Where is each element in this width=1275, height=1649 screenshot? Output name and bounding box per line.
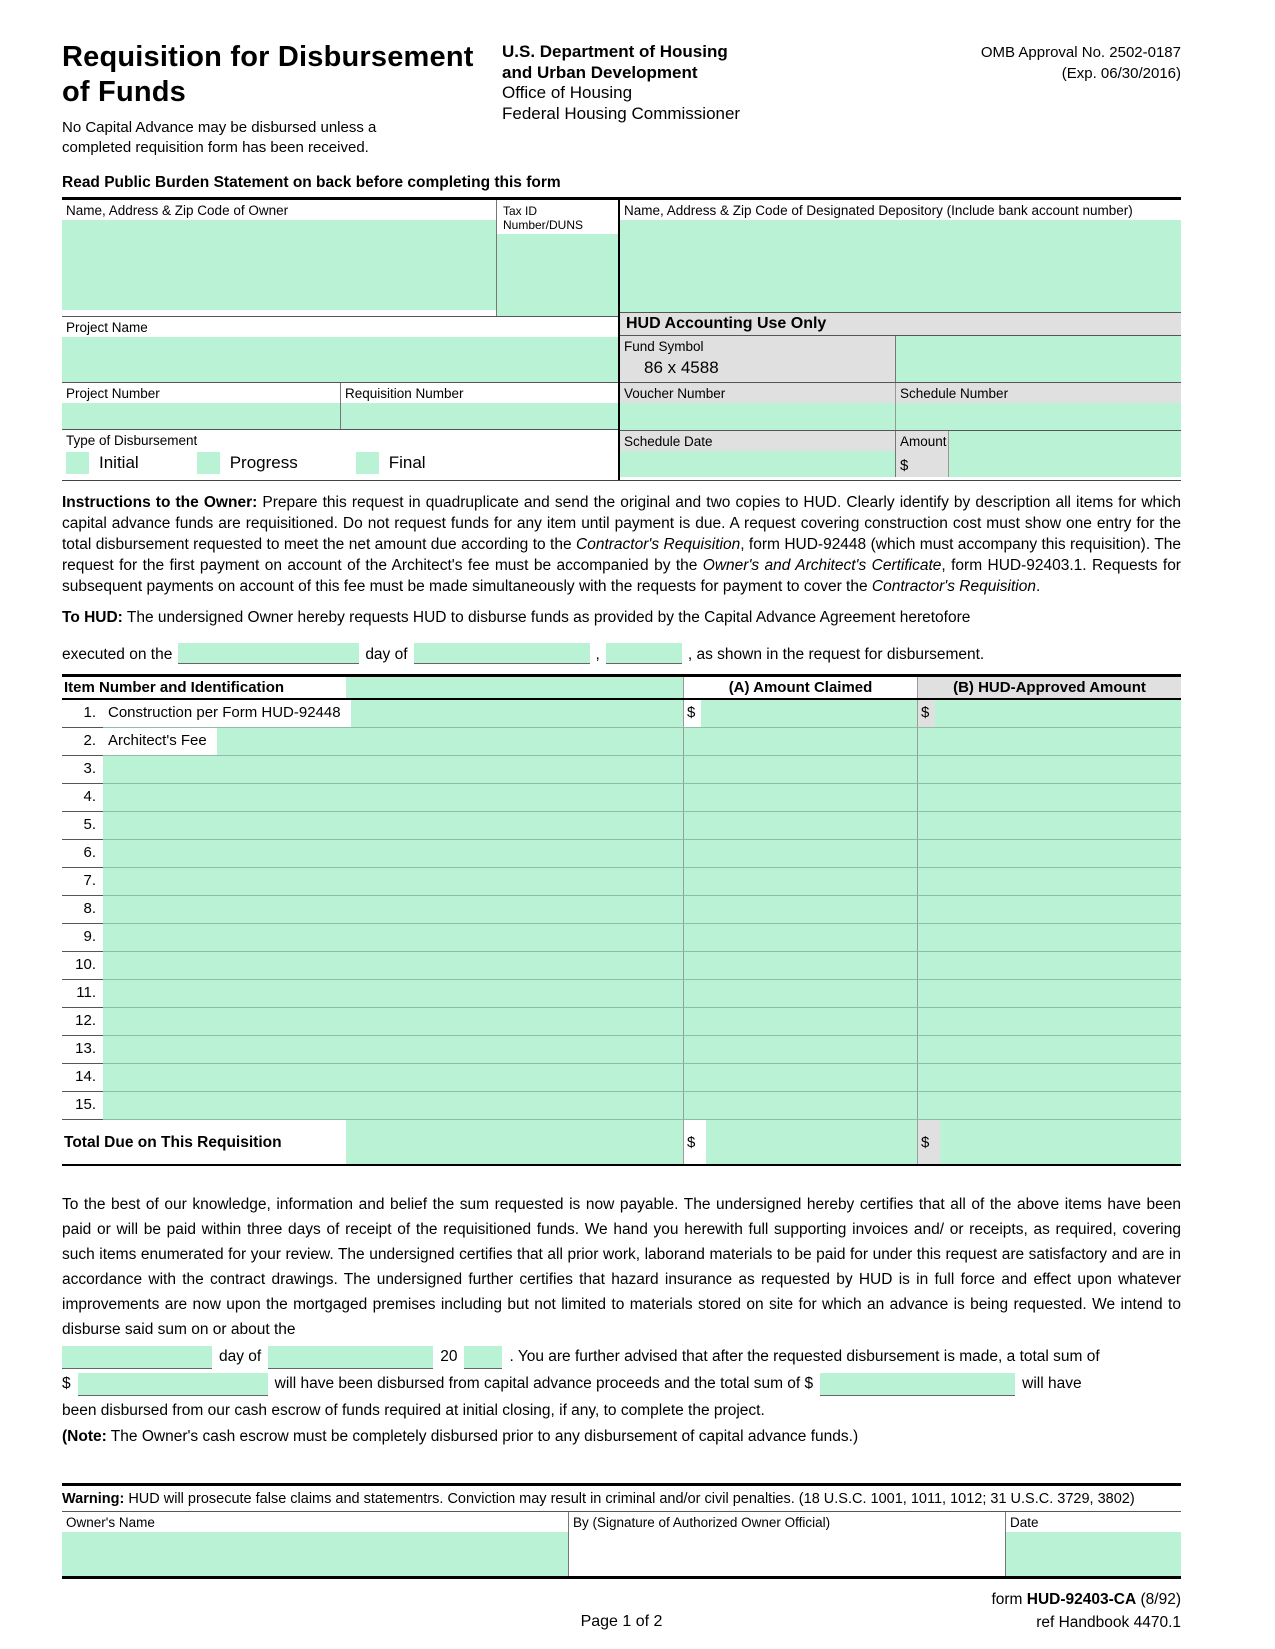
fund-symbol-field[interactable] <box>896 336 1181 382</box>
amount-claimed-field[interactable] <box>683 1064 917 1092</box>
identification-section <box>62 200 1181 481</box>
form-number: HUD-92403-CA <box>1026 1591 1137 1609</box>
table-row: 2. Architect's Fee <box>62 728 1181 756</box>
table-row: 1. Construction per Form HUD-92448 $ $ <box>62 700 1181 728</box>
executed-month-field[interactable] <box>414 643 590 664</box>
table-row: 7. <box>62 868 1181 896</box>
table-row: 14. <box>62 1064 1181 1092</box>
items-table <box>62 674 1181 1166</box>
item-description-field[interactable] <box>103 952 683 980</box>
certification-paragraph: To the best of our knowledge, information and belief the sum requested is now payable. The undersigned hereby certifies that all of the above items have been paid or will be paid within three days of receipt of the requisitioned funds. We hand you herewith full supporting invoices and/ or receipts, as required, covering such items enumerated for your review. The undersigned certifies that all prior work, laborand materials to be paid for under this request are satisfactory and are in accordance with the contract drawings. The undersigned further certifies that hazard insurance as requested by HUD is in full force and effect upon whatever improvements are now upon the mortgaged premises including but not limited to materials stored on site for which an advance is being requested. We intend to disburse said sum on or about the <box>62 1196 1181 1339</box>
form-number-block: form HUD-92403-CA (8/92) ref Handbook 4470.1 <box>991 1589 1181 1634</box>
item-description-field[interactable] <box>103 924 683 952</box>
item-description-field[interactable] <box>103 1008 683 1036</box>
item-description-field[interactable] <box>103 1064 683 1092</box>
by-signature-field[interactable] <box>569 1532 1005 1576</box>
schedule-date-label: Schedule Date <box>620 431 895 451</box>
amount-claimed-field[interactable] <box>683 756 917 784</box>
item-description-field[interactable]: Architect's Fee <box>103 728 683 756</box>
disburse-year-field[interactable] <box>464 1346 502 1369</box>
date-field[interactable] <box>1006 1532 1181 1576</box>
amount-claimed-field[interactable] <box>683 728 917 756</box>
to-hud-paragraph: To HUD: The undersigned Owner hereby requests HUD to disburse funds as provided by the Capital Advance Agreement heretofore <box>62 609 971 627</box>
date-label: Date <box>1010 1515 1039 1531</box>
executed-line: executed on the day of , , as shown in the request for disbursement. <box>62 643 1181 664</box>
instructions-label: Instructions to the Owner: <box>62 494 258 512</box>
project-number-label: Project Number <box>66 386 160 402</box>
signature-section <box>62 1511 1181 1579</box>
form-title: Requisition for Disbursement of Funds <box>62 41 474 108</box>
amount-label: Amount <box>900 434 947 450</box>
hud-approved-field[interactable] <box>917 980 1181 1008</box>
executed-day-field[interactable] <box>178 643 359 664</box>
page-number: Page 1 of 2 <box>580 1613 663 1631</box>
hud-approved-field[interactable] <box>917 924 1181 952</box>
item-description-field[interactable] <box>103 784 683 812</box>
hud-approved-field[interactable] <box>917 812 1181 840</box>
amount-claimed-field[interactable] <box>683 980 917 1008</box>
hud-approved-field[interactable] <box>917 784 1181 812</box>
table-row: 9. <box>62 924 1181 952</box>
owner-name-label: Owner's Name <box>66 1515 155 1531</box>
amount-claimed-field[interactable] <box>683 784 917 812</box>
amount-claimed-field[interactable] <box>683 868 917 896</box>
total-description-field[interactable] <box>346 1120 683 1164</box>
form-subtitle: No Capital Advance may be disbursed unless a completed requisition form has been received. <box>62 118 377 156</box>
item-description-field[interactable] <box>103 812 683 840</box>
public-burden-statement: Read Public Burden Statement on back before completing this form <box>62 174 561 192</box>
warning-label: Warning: <box>62 1491 125 1508</box>
table-row: 13. <box>62 1036 1181 1064</box>
col-hud-approved-header: (B) HUD-Approved Amount <box>917 677 1181 698</box>
table-row: 8. <box>62 896 1181 924</box>
depository-field[interactable] <box>620 220 1181 312</box>
hud-approved-field[interactable] <box>917 840 1181 868</box>
amount-claimed-field[interactable] <box>683 952 917 980</box>
type-of-disbursement-label: Type of Disbursement <box>66 433 198 449</box>
table-row: 11. <box>62 980 1181 1008</box>
total-hud-approved-field[interactable]: $ <box>917 1120 1181 1164</box>
amount-claimed-field[interactable] <box>683 840 917 868</box>
voucher-number-label: Voucher Number <box>620 383 895 403</box>
handbook-ref: ref Handbook 4470.1 <box>1036 1613 1181 1631</box>
by-signature-label: By (Signature of Authorized Owner Official) <box>573 1515 831 1531</box>
item-description-field[interactable] <box>103 896 683 924</box>
amount-claimed-field[interactable] <box>683 812 917 840</box>
schedule-date-field[interactable] <box>620 451 895 477</box>
form-header <box>62 40 1181 158</box>
table-row: 4. <box>62 784 1181 812</box>
requisition-number-field[interactable] <box>341 403 618 429</box>
amount-claimed-field[interactable] <box>683 896 917 924</box>
sum-disbursed-line: $ will have been disbursed from capital advance proceeds and the total sum of $ will have <box>62 1371 1181 1396</box>
fund-symbol-label: Fund Symbol <box>624 339 704 355</box>
capital-advance-sum-field[interactable] <box>78 1373 268 1396</box>
table-row: 15. <box>62 1092 1181 1120</box>
schedule-number-field[interactable] <box>896 403 1181 430</box>
hud-approved-field[interactable] <box>917 1036 1181 1064</box>
project-number-field[interactable] <box>62 403 340 429</box>
item-description-field[interactable] <box>103 1036 683 1064</box>
tax-id-field[interactable] <box>497 234 618 316</box>
item-description-field[interactable]: Construction per Form HUD-92448 <box>103 700 683 728</box>
initial-checkbox-label: Initial <box>99 453 139 473</box>
schedule-number-label: Schedule Number <box>896 383 1181 403</box>
voucher-number-field[interactable] <box>620 403 895 430</box>
executed-year-field[interactable] <box>606 643 682 664</box>
total-amount-claimed-field[interactable]: $ <box>683 1120 917 1164</box>
table-row: 12. <box>62 1008 1181 1036</box>
total-row <box>62 1120 1181 1166</box>
amount-claimed-field[interactable]: $ <box>683 700 917 728</box>
fund-symbol-value: 86 x 4588 <box>644 358 719 378</box>
initial-checkbox[interactable] <box>66 452 89 474</box>
amount-dollar-sign: $ <box>900 457 909 475</box>
col-amount-claimed-header: (A) Amount Claimed <box>683 677 917 698</box>
disburse-date-line: day of 20 . You are further advised that after the requested disbursement is made, a total sum of <box>62 1344 1181 1369</box>
owner-label: Name, Address & Zip Code of Owner <box>66 203 289 219</box>
department-block: U.S. Department of Housing and Urban Development Office of Housing Federal Housing Commissioner <box>502 42 741 124</box>
owner-field[interactable] <box>62 220 496 310</box>
amount-claimed-field[interactable] <box>683 1036 917 1064</box>
progress-checkbox-label: Progress <box>229 453 298 473</box>
total-label: Total Due on This Requisition <box>62 1120 346 1164</box>
hud-approved-field[interactable] <box>917 1064 1181 1092</box>
hud-approved-field[interactable] <box>917 868 1181 896</box>
items-table-header <box>62 677 1181 700</box>
escrow-line: been disbursed from our cash escrow of funds required at initial closing, if any, to complete the project. <box>62 1402 765 1420</box>
table-row: 5. <box>62 812 1181 840</box>
hud-approved-field[interactable] <box>917 952 1181 980</box>
project-name-label: Project Name <box>66 320 148 336</box>
requisition-number-label: Requisition Number <box>345 386 464 402</box>
hud-accounting-header: HUD Accounting Use Only <box>620 312 1181 335</box>
omb-approval-block: OMB Approval No. 2502-0187 (Exp. 06/30/2016) <box>980 44 1181 82</box>
final-checkbox-label: Final <box>388 453 426 473</box>
amount-field[interactable] <box>949 431 1181 477</box>
tax-id-label: Tax ID Number/DUNS <box>503 204 584 233</box>
table-row: 6. <box>62 840 1181 868</box>
table-row: 10. <box>62 952 1181 980</box>
item-description-field[interactable] <box>103 756 683 784</box>
to-hud-label: To HUD: <box>62 609 123 627</box>
final-checkbox[interactable] <box>356 452 379 474</box>
amount-claimed-field[interactable] <box>683 1008 917 1036</box>
hud-approved-field[interactable]: $ <box>917 700 1181 728</box>
col-item-header: Item Number and Identification <box>62 677 346 698</box>
hud-approved-field[interactable] <box>917 1092 1181 1120</box>
cash-escrow-sum-field[interactable] <box>820 1373 1015 1396</box>
hud-approved-field[interactable] <box>917 756 1181 784</box>
item-description-field[interactable] <box>103 1092 683 1120</box>
item-description-field[interactable] <box>103 840 683 868</box>
owner-name-field[interactable] <box>62 1532 568 1576</box>
page-footer <box>62 1589 1181 1649</box>
disburse-day-field[interactable] <box>62 1346 212 1369</box>
disburse-month-field[interactable] <box>268 1346 433 1369</box>
hud-approved-field[interactable] <box>917 728 1181 756</box>
instructions-paragraph: Instructions to the Owner: Prepare this request in quadruplicate and send the original and two copies to HUD. Clearly identify by description all items for which capital advance funds are requisitioned. Do not request funds for any item until payment is due. A request covering construction cost must show one entry for the total disbursement requested to meet the net amount due according to the Contractor's Requisition, form HUD-92448 (which must accompany this requisition). The request for the first payment on account of the Architect's fee must be accompanied by the Owner's and Architect's Certificate, form HUD-92403.1. Requests for subsequent payments on account of this fee must be made simultaneously with the requests for payment to cover the Contractor's Requisition. <box>62 494 1181 596</box>
amount-claimed-field[interactable] <box>683 924 917 952</box>
item-description-field[interactable] <box>103 980 683 1008</box>
item-description-field[interactable] <box>103 868 683 896</box>
note-line: (Note: The Owner's cash escrow must be completely disbursed prior to any disbursement of capital advance funds.) <box>62 1428 859 1446</box>
warning-statement: Warning: HUD will prosecute false claims and statementrs. Conviction may result in criminal and/or civil penalties. (18 U.S.C. 1001, 1011, 1012; 31 U.S.C. 3729, 3802) <box>62 1491 1135 1508</box>
hud-approved-field[interactable] <box>917 896 1181 924</box>
note-label: (Note: <box>62 1428 107 1446</box>
depository-label: Name, Address & Zip Code of Designated Depository (Include bank account number) <box>624 203 1133 219</box>
amount-claimed-field[interactable] <box>683 1092 917 1120</box>
progress-checkbox[interactable] <box>197 452 220 474</box>
table-row: 3. <box>62 756 1181 784</box>
hud-approved-field[interactable] <box>917 1008 1181 1036</box>
project-name-field[interactable] <box>62 337 618 382</box>
